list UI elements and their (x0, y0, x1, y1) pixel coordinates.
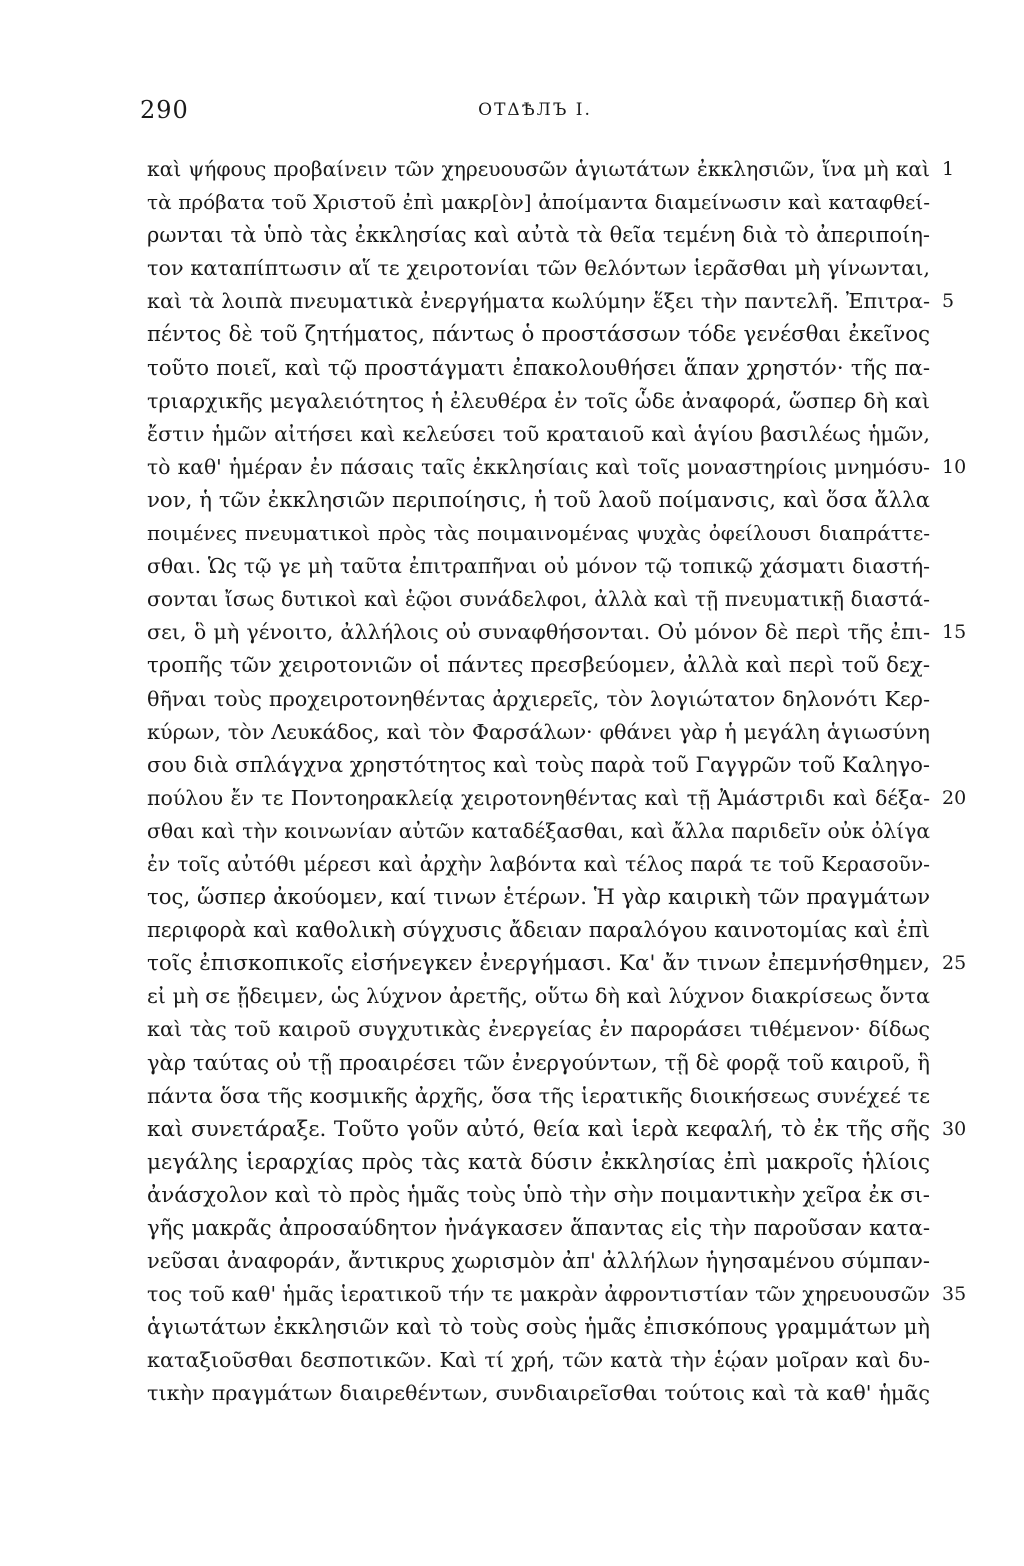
line-number: 30 (942, 1117, 967, 1140)
line-text: τοῖς ἐπισκοπικοῖς εἰσήνεγκεν ἐνεργήμασι. Κα' ἄν τινων ἐπεμνήσθημεν, (147, 951, 930, 977)
line-text: θῆναι τοὺς προχειροτονηθέντας ἀρχιερεῖς, τὸν λογιώτατον δηλονότι Κερ- (147, 686, 930, 711)
line-number: 1 (942, 158, 955, 180)
text-line (147, 352, 937, 385)
text-line (147, 252, 937, 285)
line-text: καταξιοῦσθαι δεσποτικῶν. Καὶ τί χρή, τῶν κατὰ τὴν ἑῴαν μοῖραν καὶ δυ- (147, 1348, 930, 1373)
text-line (147, 153, 955, 186)
text-line (147, 484, 937, 517)
line-text: σει, ὃ μὴ γένοιτο, ἀλλήλοις οὐ συναφθήσονται. Οὐ μόνον δὲ περὶ τῆς ἐπι- (147, 620, 930, 645)
text-line (147, 1047, 937, 1080)
text-line (147, 980, 937, 1013)
line-number: 5 (942, 290, 955, 313)
text-line (147, 1146, 937, 1179)
line-number: 20 (942, 786, 967, 809)
line-text: τροπῆς τῶν χειροτονιῶν οἱ πάντες πρεσβεύομεν, ἀλλὰ καὶ περὶ τοῦ δεχ- (147, 653, 930, 679)
line-text: εἰ μὴ σε ᾔδειμεν, ὡς λύχνον ἀρετῆς, οὕτω δὴ καὶ λύχνον διακρίσεως ὄντα (147, 984, 930, 1009)
line-text: σου διὰ σπλάγχνα χρηστότητος καὶ τοὺς παρὰ τοῦ Γαγγρῶν τοῦ Καληγο- (147, 752, 930, 777)
text-line (147, 517, 937, 550)
line-text: καὶ ψήφους προβαίνειν τῶν χηρευουσῶν ἁγιωτάτων ἐκκλησιῶν, ἵνα μὴ καὶ (147, 157, 930, 181)
text-line (147, 1377, 937, 1410)
text-line (147, 1311, 937, 1344)
text-line (147, 583, 937, 616)
line-text: σθαι καὶ τὴν κοινωνίαν αὐτῶν καταδέξασθαι, καὶ ἄλλα παριδεῖν οὐκ ὀλίγα (147, 818, 930, 843)
line-number: 25 (942, 952, 967, 975)
text-line (147, 1080, 937, 1113)
text-line (147, 285, 955, 318)
text-line (147, 1179, 937, 1212)
page-header (140, 96, 930, 126)
line-text: σθαι. Ὡς τῷ γε μὴ ταῦτα ἐπιτραπῆναι οὐ μόνον τῷ τοπικῷ χάσματι διαστή- (147, 554, 930, 579)
line-text: μεγάλης ἱεραρχίας πρὸς τὰς κατὰ δύσιν ἐκκλησίας ἐπὶ μακροῖς ἡλίοις (147, 1149, 930, 1175)
line-text: γῆς μακρᾶς ἀπροσαύδητον ἠνάγκασεν ἅπαντας εἰς τὴν παροῦσαν κατα- (147, 1216, 930, 1241)
line-text: περιφορὰ καὶ καθολικὴ σύγχυσις ἄδειαν παραλόγου καινοτομίας καὶ ἐπὶ (147, 918, 930, 943)
line-number: 15 (942, 621, 967, 644)
text-line (147, 318, 937, 351)
text-line (147, 947, 967, 980)
text-line (147, 418, 937, 451)
text-line (147, 782, 967, 815)
text-line (147, 881, 937, 914)
text-line (147, 815, 937, 848)
line-text: καὶ συνετάραξε. Τοῦτο γοῦν αὐτό, θεία καὶ ἱερὰ κεφαλή, τὸ ἐκ τῆς σῆς (147, 1116, 930, 1142)
line-text: τοῦτο ποιεῖ, καὶ τῷ προστάγματι ἐπακολουθήσει ἅπαν χρηστόν· τῆς πα- (147, 355, 930, 381)
text-line (147, 186, 937, 219)
line-text: πάντα ὅσα τῆς κοσμικῆς ἀρχῆς, ὅσα τῆς ἱερατικῆς διοικήσεως συνέχεέ τε (147, 1083, 930, 1108)
text-line (147, 1013, 937, 1046)
line-text: ἁγιωτάτων ἐκκλησιῶν καὶ τὸ τοὺς σοὺς ἡμᾶς ἐπισκόπους γραμμάτων μὴ (147, 1315, 930, 1340)
line-text: τὸ καθ' ἡμέραν ἐν πάσαις ταῖς ἐκκλησίαις καὶ τοῖς μοναστηρίοις μνημόσυ- (147, 454, 930, 479)
text-line (147, 219, 937, 252)
line-text: ἀνάσχολον καὶ τὸ πρὸς ἡμᾶς τοὺς ὑπὸ τὴν σὴν ποιμαντικὴν χεῖρα ἐκ σι- (147, 1182, 930, 1208)
text-line (147, 1245, 937, 1278)
text-line (147, 1113, 967, 1146)
line-text: ἔστιν ἡμῶν αἰτήσει καὶ κελεύσει τοῦ κραταιοῦ καὶ ἁγίου βασιλέως ἡμῶν, (147, 421, 930, 446)
line-number: 35 (942, 1283, 967, 1306)
line-text: καὶ τὰ λοιπὰ πνευματικὰ ἐνεργήματα κωλύμην ἕξει τὴν παντελῆ. Ἐπιτρα- (147, 289, 930, 314)
line-text: νεῦσαι ἀναφοράν, ἄντικρυς χωρισμὸν ἀπ' ἀλλήλων ἡγησαμένου σύμπαν- (147, 1249, 930, 1274)
text-line (147, 848, 937, 881)
text-line (147, 550, 937, 583)
line-text: πούλου ἔν τε Ποντοηρακλείᾳ χειροτονηθέντας καὶ τῇ Ἀμάστριδι καὶ δέξα- (147, 785, 930, 810)
line-text: γὰρ ταύτας οὐ τῇ προαιρέσει τῶν ἐνεργούντων, τῇ δὲ φορᾷ τοῦ καιροῦ, ἣ (147, 1050, 930, 1075)
line-text: ποιμένες πνευματικοὶ πρὸς τὰς ποιμαινομένας ψυχὰς ὀφείλουσι διαπράττε- (147, 521, 930, 546)
line-text: σονται ἴσως δυτικοὶ καὶ ἑῷοι συνάδελφοι, ἀλλὰ καὶ τῇ πνευματικῇ διαστά- (147, 587, 930, 612)
line-text: τικὴν πραγμάτων διαιρεθέντων, συνδιαιρεῖσθαι τούτοις καὶ τὰ καθ' ἡμᾶς (147, 1381, 930, 1406)
body-text (147, 153, 967, 1411)
line-text: νον, ἡ τῶν ἐκκλησιῶν περιποίησις, ἡ τοῦ λαοῦ ποίμανσις, καὶ ὅσα ἄλλα (147, 487, 930, 513)
text-line (147, 451, 967, 484)
line-text: τος τοῦ καθ' ἡμᾶς ἱερατικοῦ τήν τε μακρὰν ἀφροντιστίαν τῶν χηρευουσῶν (147, 1282, 930, 1307)
text-line (147, 649, 937, 682)
line-text: κύρων, τὸν Λευκάδος, καὶ τὸν Φαρσάλων· φθάνει γὰρ ἡ μεγάλη ἁγιωσύνη (147, 719, 930, 744)
text-line (147, 716, 937, 749)
line-text: καὶ τὰς τοῦ καιροῦ συγχυτικὰς ἐνεργείας ἐν παροράσει τιθέμενον· δίδως (147, 1017, 930, 1042)
line-text: τος, ὥσπερ ἀκούομεν, καί τινων ἑτέρων. Ἡ γὰρ καιρικὴ τῶν πραγμάτων (147, 885, 930, 911)
text-line (147, 385, 937, 418)
line-text: τὰ πρόβατα τοῦ Χριστοῦ ἐπὶ μακρ[ὸν] ἀποίμαντα διαμείνωσιν καὶ καταφθεί- (147, 190, 930, 215)
line-text: τον καταπίπτωσιν αἵ τε χειροτονίαι τῶν θελόντων ἱερᾶσθαι μὴ γίνωνται, (147, 256, 930, 281)
line-text: τριαρχικῆς μεγαλειότητος ἡ ἐλευθέρα ἐν τοῖς ὧδε ἀναφορά, ὥσπερ δὴ καὶ (147, 388, 930, 413)
text-line (147, 914, 937, 947)
text-line (147, 616, 967, 649)
text-line (147, 749, 937, 782)
line-text: ἐν τοῖς αὐτόθι μέρεσι καὶ ἀρχὴν λαβόντα καὶ τέλος παρά τε τοῦ Κερασοῦν- (147, 851, 930, 876)
text-line (147, 1278, 967, 1311)
line-text: πέντος δὲ τοῦ ζητήματος, πάντως ὁ προστάσσων τόδε γενέσθαι ἐκεῖνος (147, 322, 930, 348)
text-line (147, 1344, 937, 1377)
line-number: 10 (942, 455, 967, 478)
page-number: 290 (140, 96, 189, 124)
text-line (147, 1212, 937, 1245)
line-text: ρωνται τὰ ὑπὸ τὰς ἐκκλησίας καὶ αὐτὰ τὰ θεῖα τεμένη διὰ τὸ ἀπεριποίη- (147, 223, 930, 248)
running-head: ΟΤΔѢЛЪ I. (478, 100, 592, 120)
text-line (147, 683, 937, 716)
